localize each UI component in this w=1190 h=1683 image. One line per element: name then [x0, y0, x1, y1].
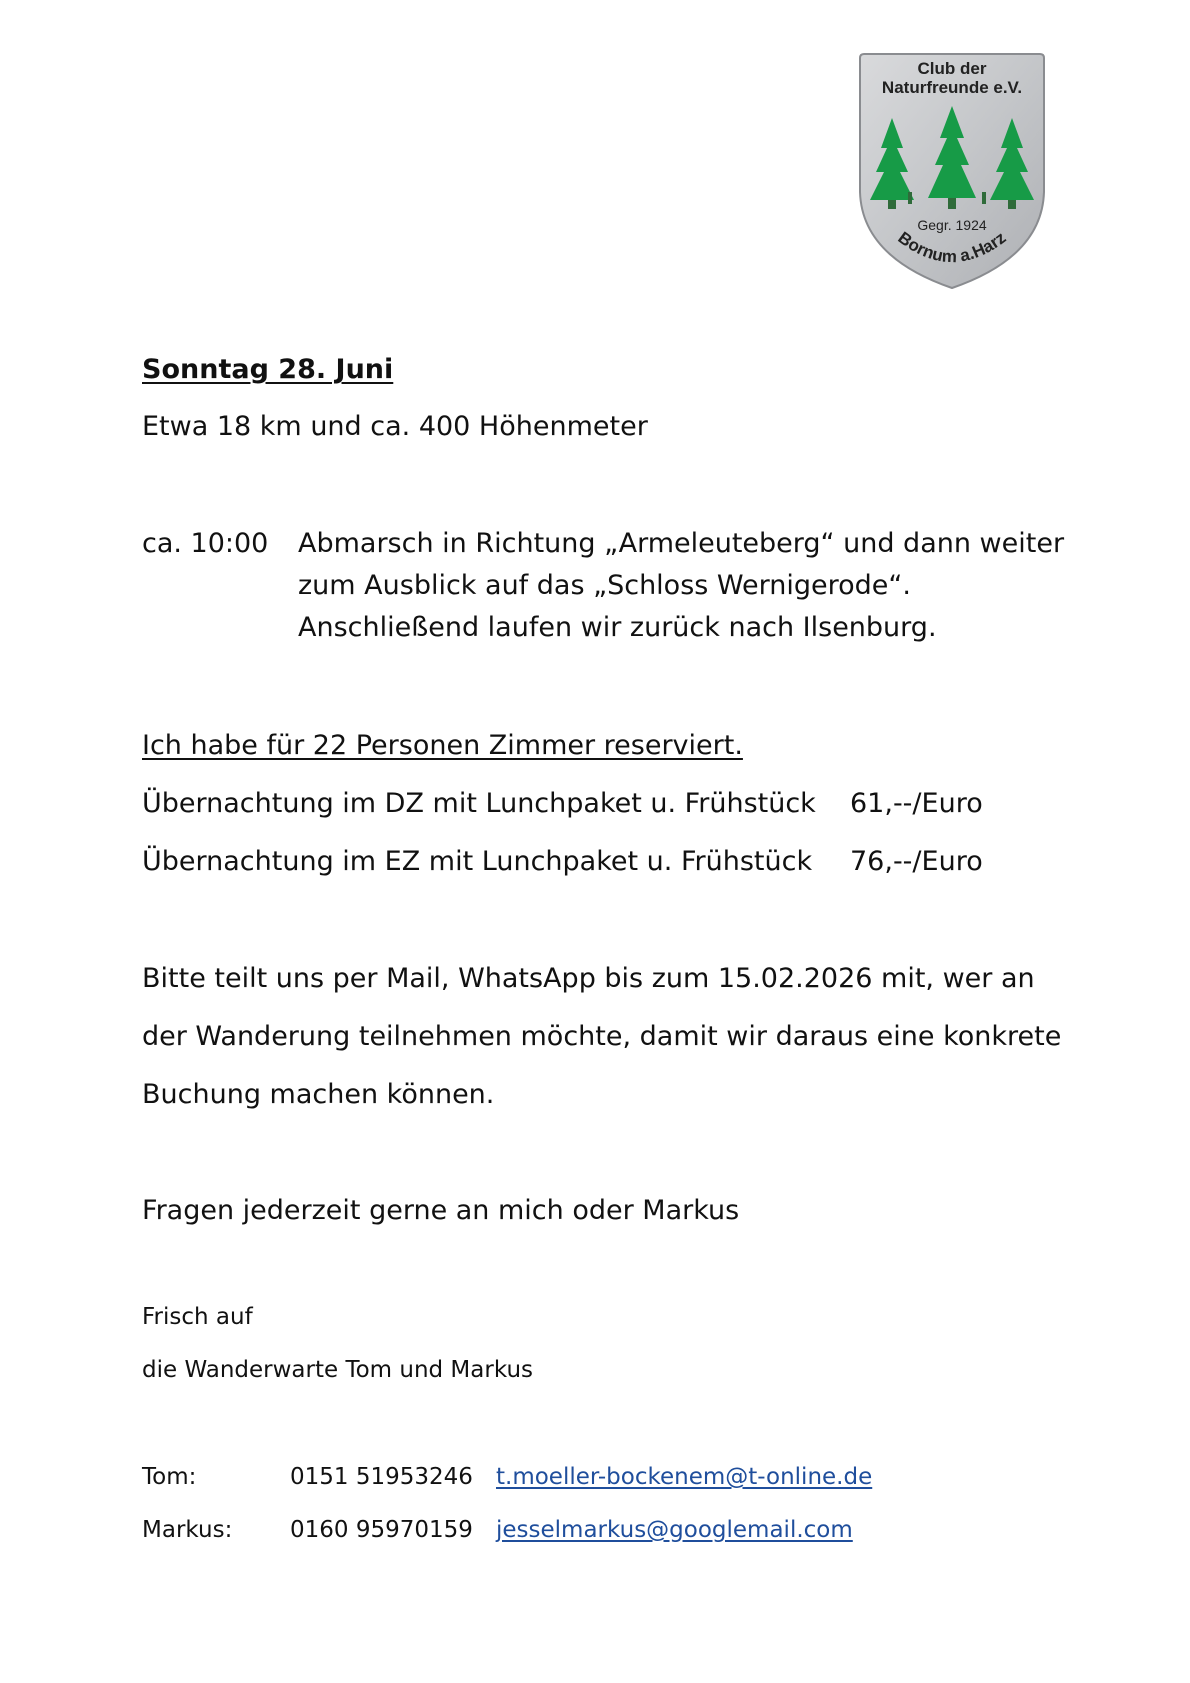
- club-logo: [852, 52, 1052, 292]
- reservation-item-price: 61,--/Euro: [850, 788, 983, 819]
- closing-greeting: Frisch auf: [142, 1304, 253, 1330]
- schedule-line: zum Ausblick auf das „Schloss Wernigerode“.: [298, 570, 911, 601]
- reservation-item-price: 76,--/Euro: [850, 846, 983, 877]
- contact-phone: 0151 51953246: [290, 1464, 473, 1490]
- logo-location: Bornum a.Harz: [894, 227, 1010, 267]
- request-line: der Wanderung teilnehmen möchte, damit wir daraus eine konkrete: [142, 1021, 1062, 1052]
- schedule-line: Anschließend laufen wir zurück nach Ilsenburg.: [298, 612, 937, 643]
- questions-text: Fragen jederzeit gerne an mich oder Markus: [142, 1195, 740, 1226]
- request-line: Bitte teilt uns per Mail, WhatsApp bis zum 15.02.2026 mit, wer an: [142, 963, 1035, 994]
- request-line: Buchung machen können.: [142, 1079, 495, 1110]
- reservation-title: Ich habe für 22 Personen Zimmer reserviert.: [142, 730, 743, 761]
- logo-founded: Gegr. 1924: [917, 217, 987, 233]
- contact-name: Markus:: [142, 1517, 233, 1543]
- logo-line2: Naturfreunde e.V.: [881, 78, 1023, 97]
- distance-info: Etwa 18 km und ca. 400 Höhenmeter: [142, 411, 648, 442]
- contact-name: Tom:: [142, 1464, 197, 1490]
- logo-line1: Club der: [917, 59, 987, 78]
- schedule-time: ca. 10:00: [142, 528, 269, 559]
- reservation-item-label: Übernachtung im EZ mit Lunchpaket u. Frühstück: [142, 846, 813, 877]
- contact-phone: 0160 95970159: [290, 1517, 473, 1543]
- reservation-item-label: Übernachtung im DZ mit Lunchpaket u. Frühstück: [142, 788, 816, 819]
- event-heading: Sonntag 28. Juni: [142, 354, 394, 385]
- contact-email-link[interactable]: t.moeller-bockenem@t-online.de: [496, 1464, 873, 1490]
- contact-email-link[interactable]: jesselmarkus@googlemail.com: [496, 1517, 853, 1543]
- closing-signature: die Wanderwarte Tom und Markus: [142, 1357, 533, 1383]
- schedule-line: Abmarsch in Richtung „Armeleuteberg“ und dann weiter: [298, 528, 1065, 559]
